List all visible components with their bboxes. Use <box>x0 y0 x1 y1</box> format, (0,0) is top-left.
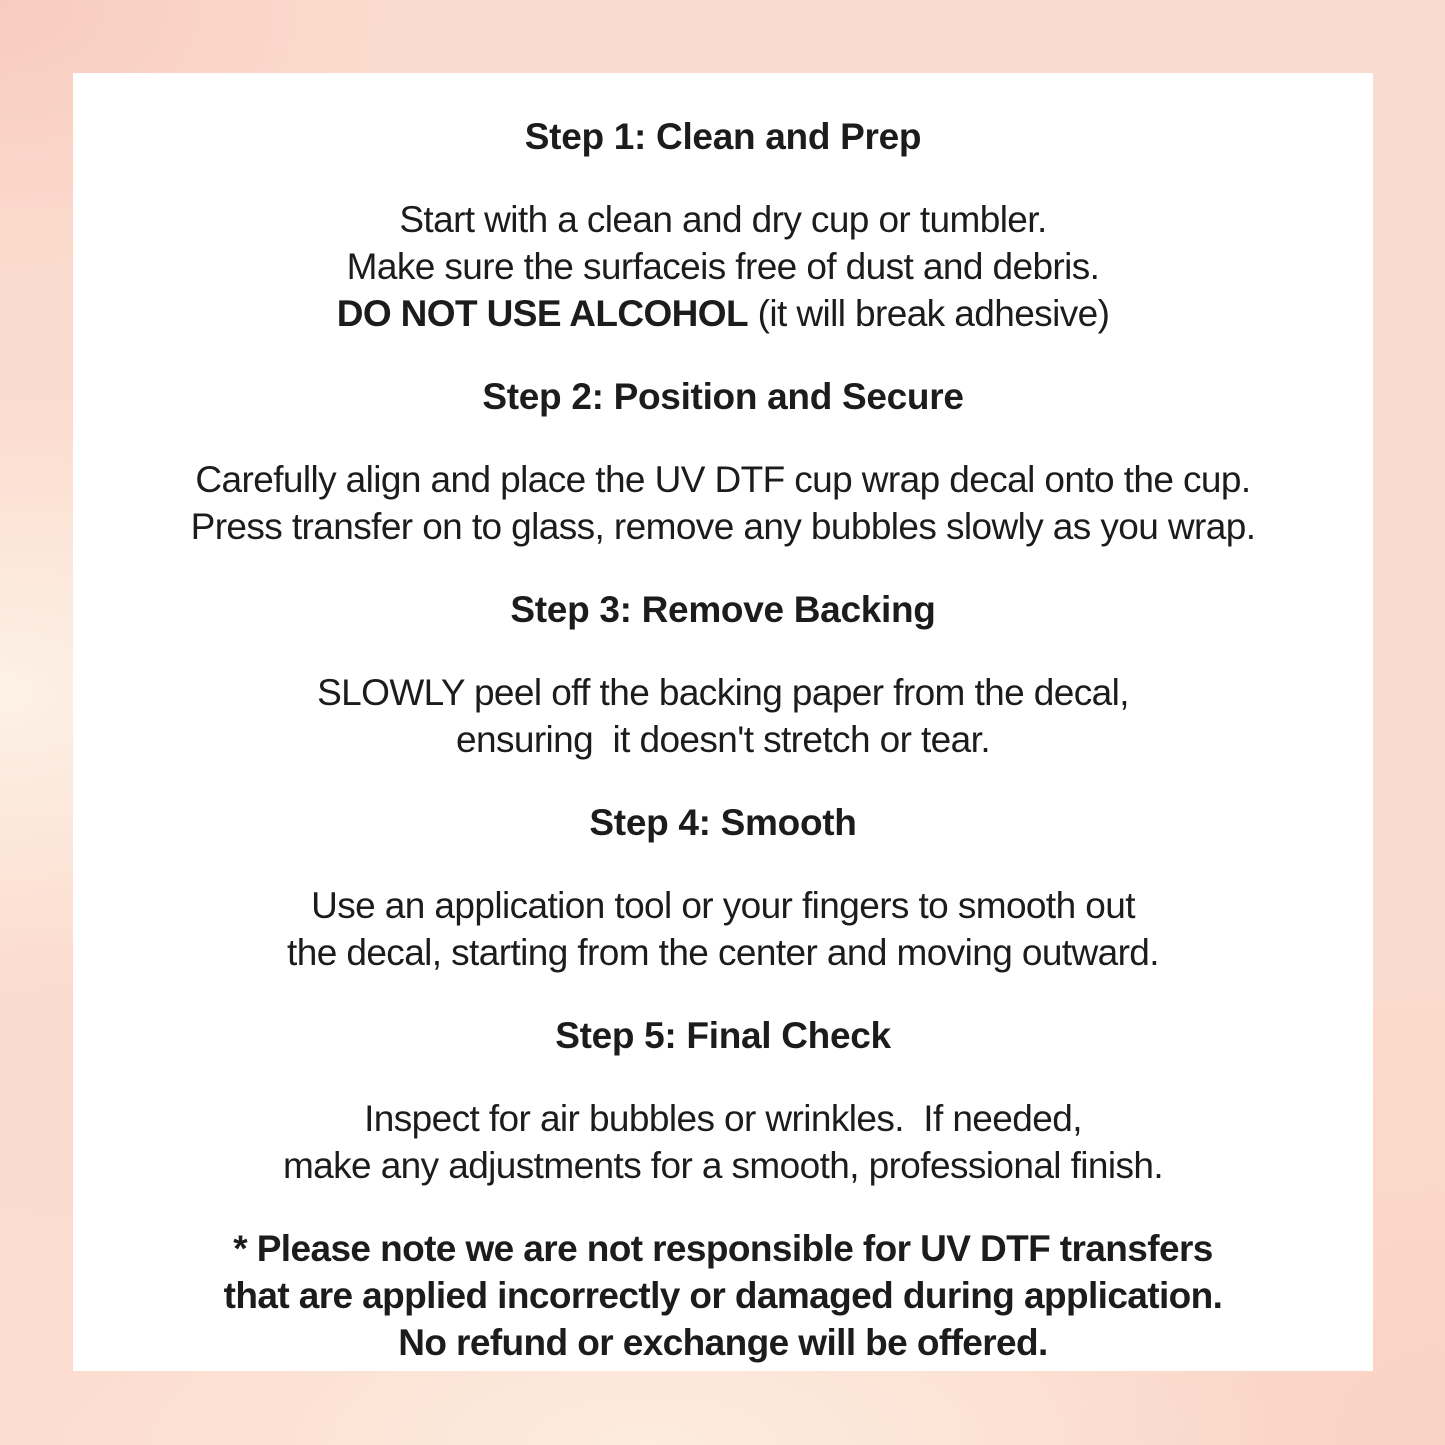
step3-heading: Step 3: Remove Backing <box>510 589 936 630</box>
step2-body-line: Carefully align and place the UV DTF cup wrap decal onto the cup. <box>195 459 1251 500</box>
step1-warning-line <box>73 290 1373 337</box>
step2-body <box>73 456 1373 550</box>
disclaimer <box>73 1225 1373 1366</box>
step1-body-line: Start with a clean and dry cup or tumbler. <box>399 199 1047 240</box>
step5-body-line: Inspect for air bubbles or wrinkles. If needed, <box>364 1098 1082 1139</box>
step5-body <box>73 1095 1373 1189</box>
step3-body-line: SLOWLY peel off the backing paper from the decal, <box>317 672 1129 713</box>
step4-body-line: the decal, starting from the center and moving outward. <box>287 932 1159 973</box>
step4-body-line: Use an application tool or your fingers to smooth out <box>311 885 1135 926</box>
step3-body-line: ensuring it doesn't stretch or tear. <box>456 719 990 760</box>
disclaimer-line: that are applied incorrectly or damaged during application. <box>223 1275 1223 1316</box>
section-step1 <box>73 113 1373 337</box>
step5-heading: Step 5: Final Check <box>555 1015 891 1056</box>
step5-body-line: make any adjustments for a smooth, professional finish. <box>282 1145 1164 1186</box>
step4-heading: Step 4: Smooth <box>589 802 857 843</box>
disclaimer-line: No refund or exchange will be offered. <box>398 1322 1048 1363</box>
section-step2 <box>73 373 1373 550</box>
step4-body <box>73 882 1373 976</box>
step2-body-line: Press transfer on to glass, remove any bubbles slowly as you wrap. <box>190 506 1256 547</box>
step3-body <box>73 669 1373 763</box>
section-step3 <box>73 586 1373 763</box>
step1-body-line: Make sure the surfaceis free of dust and debris. <box>346 246 1100 287</box>
step1-heading: Step 1: Clean and Prep <box>524 116 922 157</box>
section-disclaimer <box>73 1225 1373 1366</box>
step1-warning-rest: (it will break adhesive) <box>747 293 1110 334</box>
section-step5 <box>73 1012 1373 1189</box>
step1-warning-bold: DO NOT USE ALCOHOL <box>336 293 748 334</box>
step2-heading: Step 2: Position and Secure <box>482 376 964 417</box>
disclaimer-line: * Please note we are not responsible for UV DTF transfers <box>233 1228 1213 1269</box>
section-step4 <box>73 799 1373 976</box>
step1-body <box>73 196 1373 337</box>
instruction-card <box>73 73 1373 1371</box>
